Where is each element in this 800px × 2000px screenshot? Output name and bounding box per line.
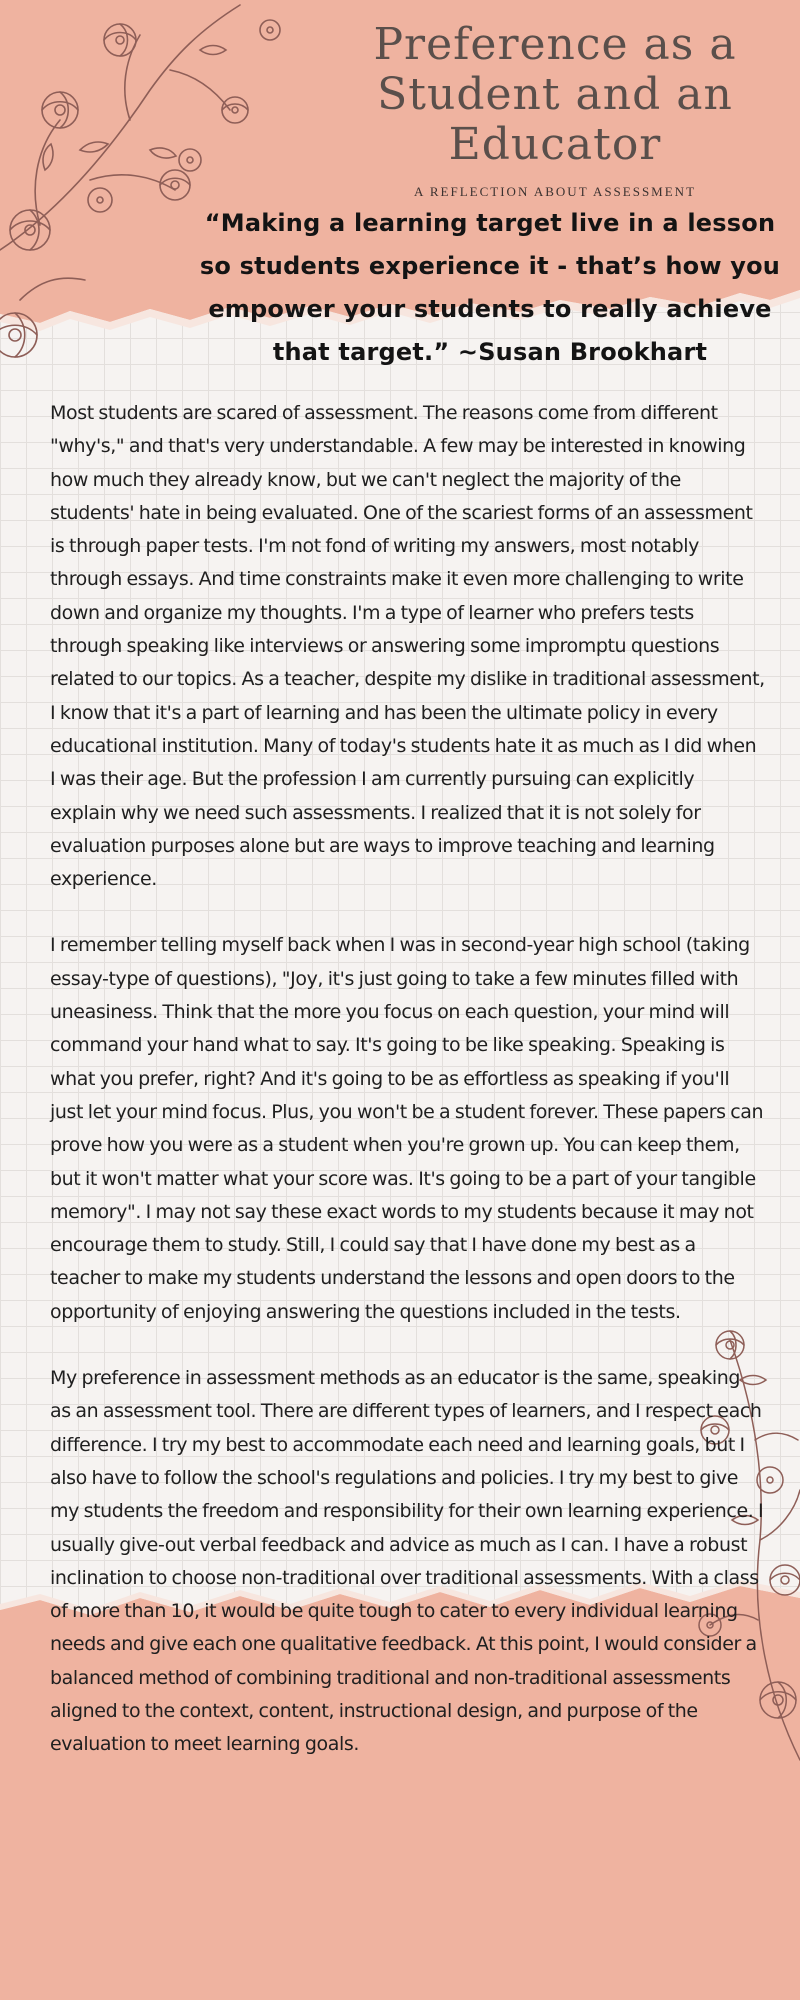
featured-quote: “Making a learning target live in a lesson so students experience it - that’s how you empower your students to really achieve that target.” ~Susan Brookhart	[199, 209, 781, 366]
reflection-body	[50, 397, 765, 1795]
title-block	[330, 20, 780, 200]
page-subtitle: A REFLECTION ABOUT ASSESSMENT	[413, 184, 697, 199]
body-paragraph-1: Most students are scared of assessment. The reasons come from different "why's," and that's very understandable. A few may be interested in knowing how much they already know, but we can't neglect the majority of the students' hate in being evaluated. One of the scariest forms of an assessment is through paper tests. I'm not fond of writing my answers, most notably through essays. And time constraints make it even more challenging to write down and organize my thoughts. I'm a type of learner who prefers tests through speaking like interviews or answering some impromptu questions related to our topics. As a teacher, despite my dislike in traditional assessment, I know that it's a part of learning and has been the ultimate policy in every educational institution. Many of today's students hate it as much as I did when I was their age. But the profession I am currently pursuing can explicitly explain why we need such assessments. I realized that it is not solely for evaluation purposes alone but are ways to improve teaching and learning experience.	[50, 402, 765, 891]
body-paragraph-2: I remember telling myself back when I was in second-year high school (taking essay-type of questions), "Joy, it's just going to take a few minutes filled with uneasiness. Think that the more you focus on each question, your mind will command your hand what to say. It's going to be like speaking. Speaking is what you prefer, right? And it's going to be as effortless as speaking if you'll just let your mind focus. Plus, you won't be a student forever. These papers can prove how you were as a student when you're grown up. You can keep them, but it won't matter what your score was. It's going to be a part of your tangible memory". I may not say these exact words to my students because it may not encourage them to study. Still, I could say that I have done my best as a teacher to make my students understand the lessons and open doors to the opportunity of enjoying answering the questions included in the tests.	[50, 934, 764, 1323]
page-title: Preference as a Student and an Educator	[373, 19, 737, 170]
body-paragraph-3: My preference in assessment methods as an educator is the same, speaking as an assessment tool. There are different types of learners, and I respect each difference. I try my best to accommodate each need and learning goals, but I also have to follow the school's regulations and policies. I try my best to give my students the freedom and responsibility for their own learning experience. I usually give-out verbal feedback and advice as much as I can. I have a robust inclination to choose non-traditional over traditional assessments. With a class of more than 10, it would be quite tough to cater to every individual learning needs and give each one qualitative feedback. At this point, I would consider a balanced method of combining traditional and non-traditional assessments aligned to the context, content, instructional design, and purpose of the evaluation to meet learning goals.	[50, 1367, 764, 1756]
